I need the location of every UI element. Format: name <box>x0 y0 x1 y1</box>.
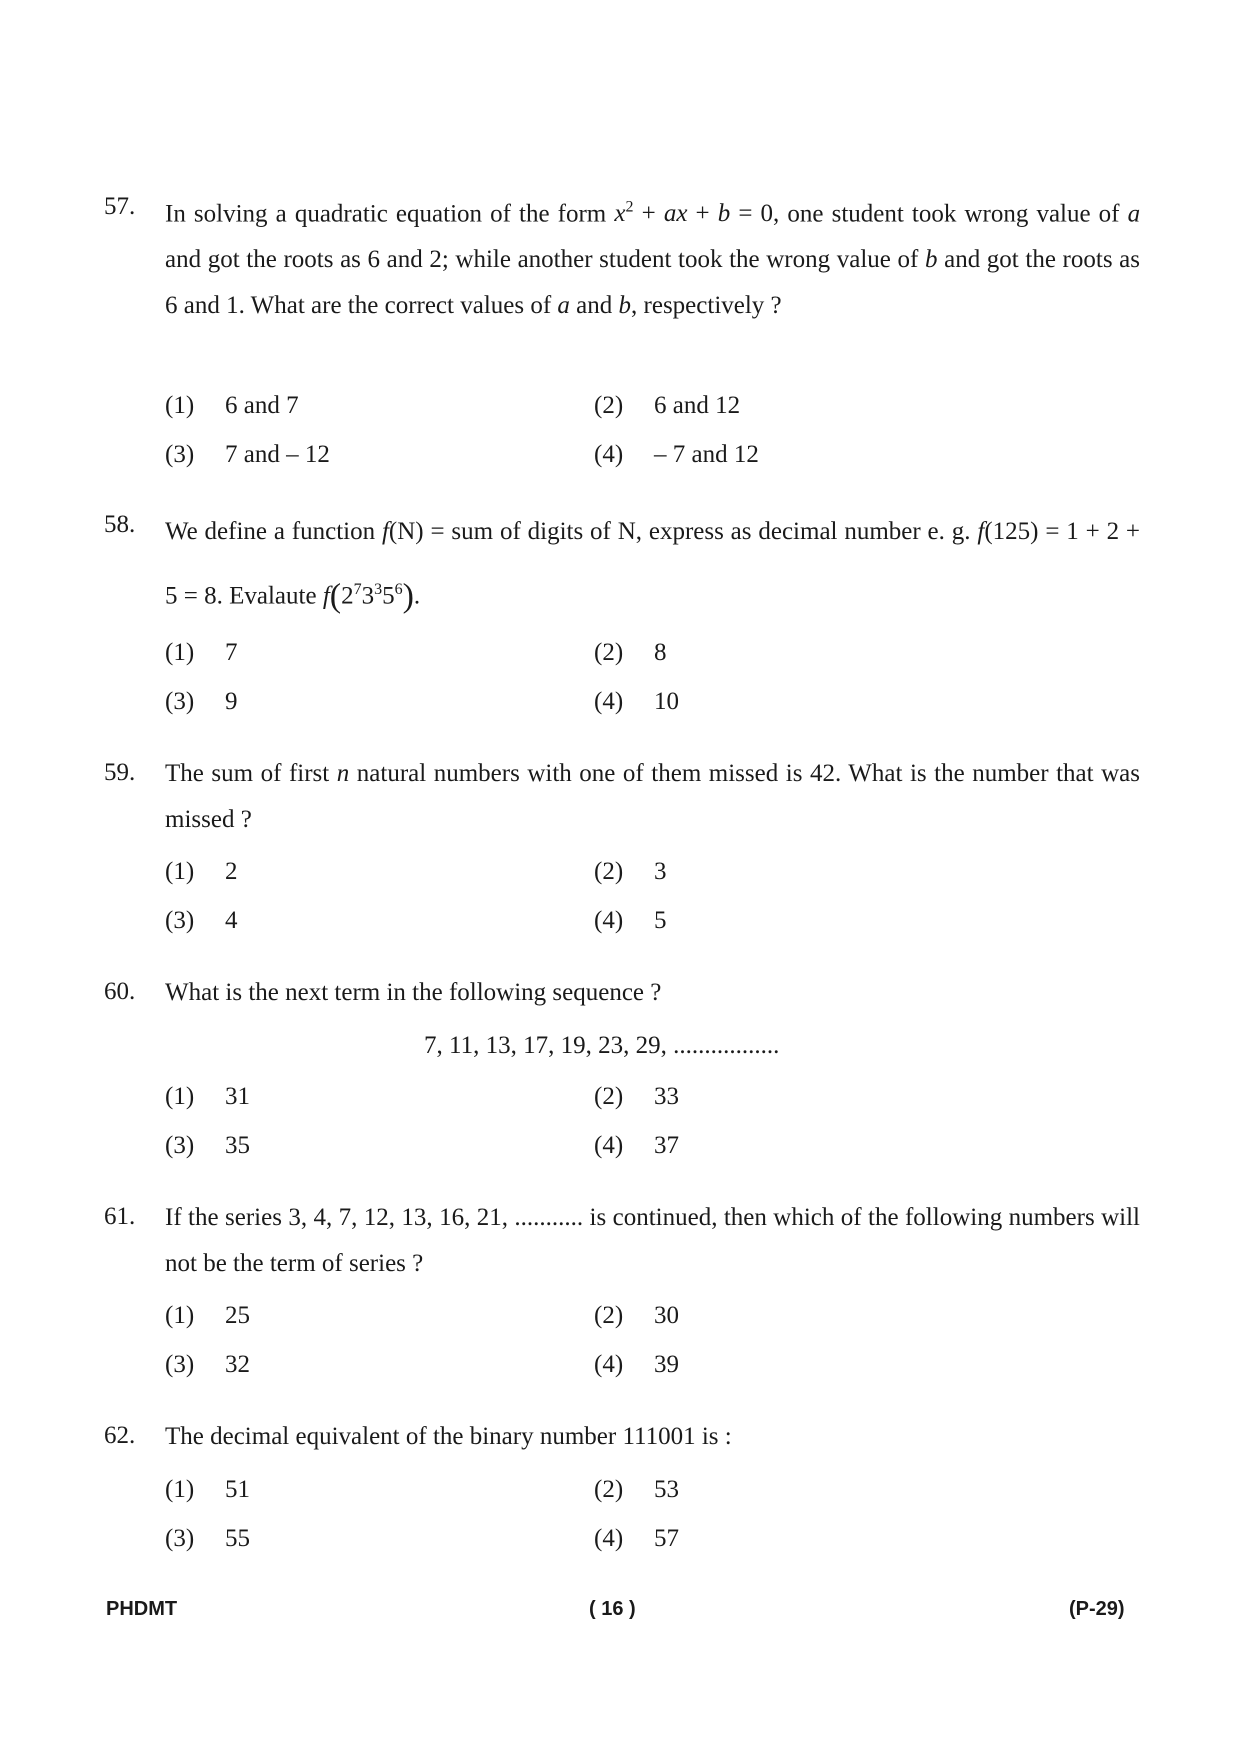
option-4: (4) 37 <box>594 1132 679 1159</box>
question-text: We define a function f(N) = sum of digits of N, express as decimal number e. g. f(125) = 1 + 2 + 5 = 8. Evalaute $f(2^73^35^6)$. <box>165 518 1141 615</box>
question-text: In solving a quadratic equation of the form $x^2$ + ax + b = 0, one student took wrong value of a and got the roots as 6 and 2; while another student took the wrong value of b and got the roots as 6 and 1. What are the correct values of a and b, respectively ? <box>165 199 1141 320</box>
equation: $x^2$ + ax + b = 0, <box>614 199 780 228</box>
option-1: (1) 31 <box>165 1083 250 1110</box>
option-4: (4) 10 <box>594 688 679 715</box>
sequence: 7, 11, 13, 17, 19, 23, 29, ................. <box>424 1032 780 1059</box>
option-3: (3) 55 <box>165 1525 250 1552</box>
option-1: (1) 6 and 7 <box>165 392 299 419</box>
option-2: (2) 6 and 12 <box>594 392 741 419</box>
question-text: The decimal equivalent of the binary number 111001 is : <box>165 1423 732 1450</box>
question-number: 57. <box>104 193 136 220</box>
option-3: (3) 35 <box>165 1132 250 1159</box>
page-number: ( 16 ) <box>589 1598 636 1620</box>
option-2: (2) 3 <box>594 858 667 885</box>
option-4: (4) 57 <box>594 1525 679 1552</box>
option-3: (3) 32 <box>165 1351 250 1378</box>
option-4: (4) – 7 and 12 <box>594 441 759 468</box>
option-4: (4) 5 <box>594 907 667 934</box>
question-number: 61. <box>104 1203 136 1230</box>
footer-page-code: (P-29) <box>1069 1598 1125 1620</box>
question-number: 59. <box>104 759 136 786</box>
option-1: (1) 7 <box>165 639 238 666</box>
option-1: (1) 2 <box>165 858 238 885</box>
footer-code: PHDMT <box>106 1598 178 1620</box>
question-text: If the series 3, 4, 7, 12, 13, 16, 21, ........... is continued, then which of the following numbers will not be the term of series ? <box>165 1204 1140 1277</box>
question-text: The sum of first n natural numbers with one of them missed is 42. What is the number that was missed ? <box>165 760 1141 833</box>
option-2: (2) 8 <box>594 639 667 666</box>
question-number: 60. <box>104 978 136 1005</box>
option-1: (1) 25 <box>165 1302 250 1329</box>
question-text: What is the next term in the following sequence ? <box>165 979 662 1006</box>
question-number: 62. <box>104 1422 136 1449</box>
question-number: 58. <box>104 511 136 538</box>
option-3: (3) 9 <box>165 688 238 715</box>
option-1: (1) 51 <box>165 1476 250 1503</box>
option-2: (2) 53 <box>594 1476 679 1503</box>
option-3: (3) 7 and – 12 <box>165 441 330 468</box>
option-2: (2) 33 <box>594 1083 679 1110</box>
option-4: (4) 39 <box>594 1351 679 1378</box>
option-2: (2) 30 <box>594 1302 679 1329</box>
option-3: (3) 4 <box>165 907 238 934</box>
